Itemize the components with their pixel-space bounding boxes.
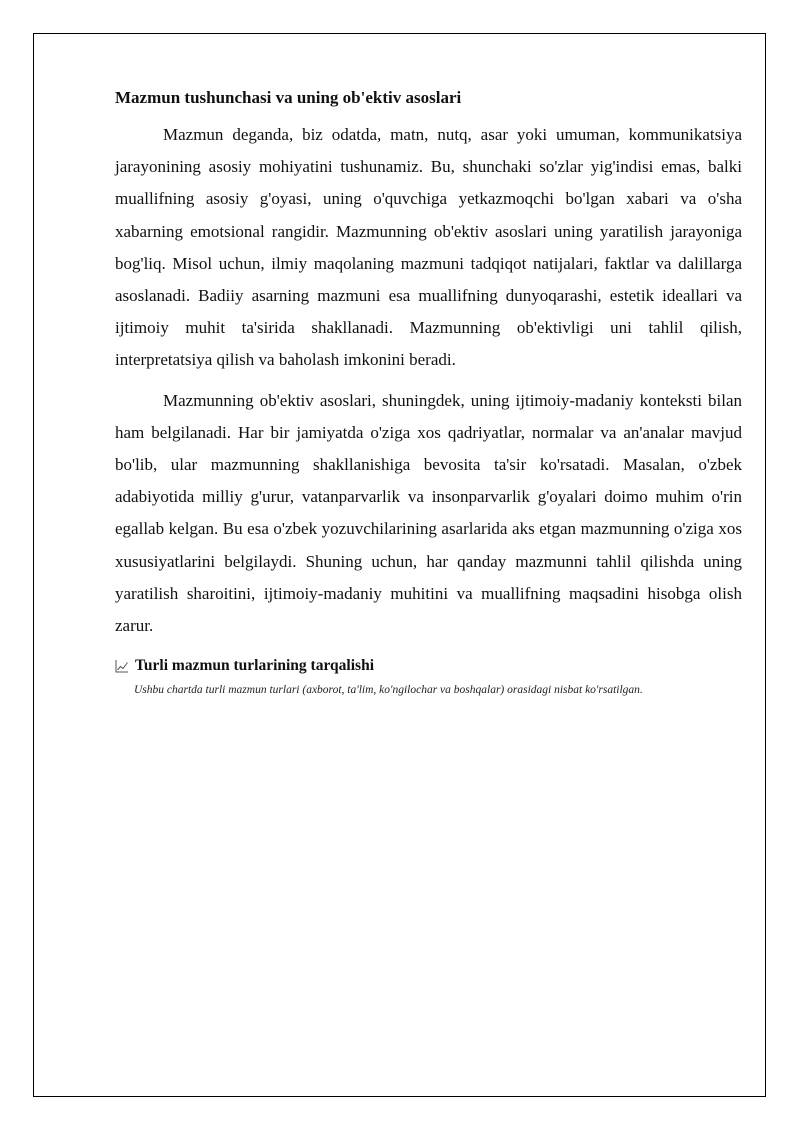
chart-caption: Ushbu chartda turli mazmun turlari (axborot, ta'lim, ko'ngilochar va boshqalar) orasidagi nisbat ko'rsatilgan. (134, 684, 643, 697)
paragraph-2: Mazmunning ob'ektiv asoslari, shuningdek, uning ijtimoiy-madaniy konteksti bilan ham belgilanadi. Har bir jamiyatda o'ziga xos qadriyatlar, normalar va an'analar mavjud bo'lib, ular mazmunning shakllanishiga bevosita ta'sir ko'rsatadi. Masalan, o'zbek adabiyotida milliy g'urur, vatanparvarlik va insonparvarlik g'oyalari doimo muhim o'rin egallab kelgan. Bu esa o'zbek yozuvchilarining asarlarida aks etgan mazmunning o'ziga xos xususiyatlarini belgilaydi. Shuning uchun, har qanday mazmunni tahlil qilishda uning yaratilish sharoitini, ijtimoiy-madaniy muhitini va muallifning maqsadini hisobga olish zarur. (115, 390, 742, 636)
section-heading: Mazmun tushunchasi va uning ob'ektiv asoslari (115, 88, 462, 107)
paragraph-1: Mazmun deganda, biz odatda, matn, nutq, asar yoki umuman, kommunikatsiya jarayonining asosiy mohiyatini tushunamiz. Bu, shunchaki so'zlar yig'indisi emas, balki muallifning asosiy g'oyasi, uning o'quvchiga yetkazmoqchi bo'lgan xabari va o'sha xabarning emotsional rangidir. Mazmunning ob'ektiv asoslari uning yaratilish jarayoniga bog'liq. Misol uchun, ilmiy maqolaning mazmuni tadqiqot natijalari, faktlar va dalillarga asoslanadi. Badiiy asarning mazmuni esa muallifning dunyoqarashi, estetik ideallari va ijtimoiy muhit ta'sirida shakllanadi. Mazmunning ob'ektivligi uni tahlil qilish, interpretatsiya qilish va baholash imkonini beradi. (115, 125, 742, 370)
chart-title-text: Turli mazmun turlarining tarqalishi (135, 657, 375, 675)
chart-increasing-icon (115, 659, 129, 673)
chart-section-title (115, 656, 742, 676)
document-body (115, 86, 742, 698)
